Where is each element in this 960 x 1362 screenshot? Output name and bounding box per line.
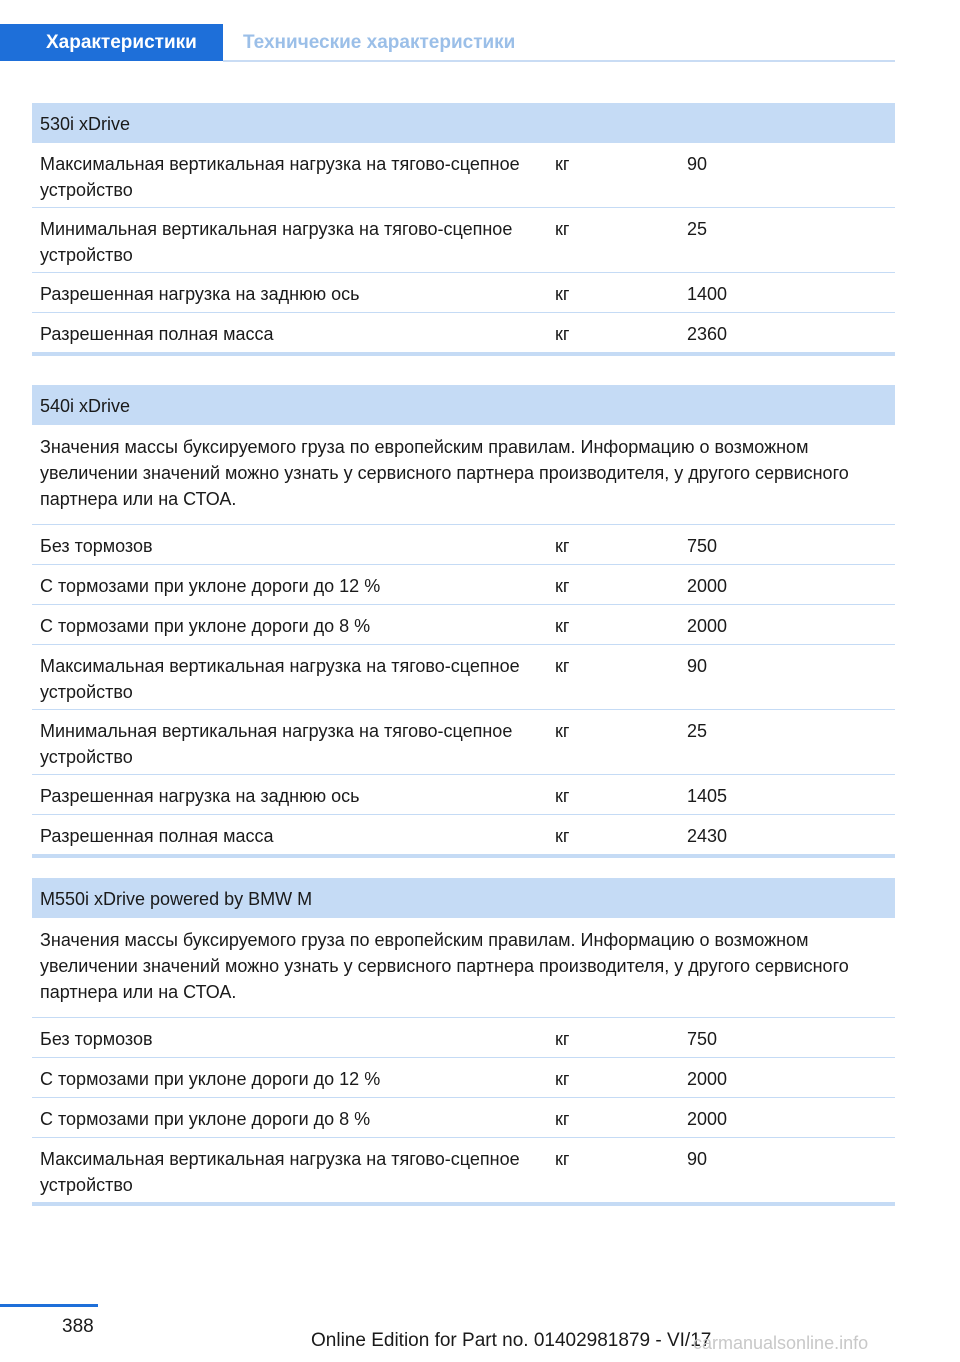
row-unit: кг [555, 154, 570, 174]
spec-table-540i [32, 385, 895, 858]
row-value: 750 [687, 1029, 718, 1049]
table-row [32, 815, 895, 855]
row-label: С тормозами при уклоне дороги до 8 % [40, 616, 371, 636]
row-value: 90 [687, 154, 708, 174]
row-label: Максимальная вертикальная нагрузка на тягово-сцепное устройство [40, 154, 520, 200]
page-header [0, 24, 895, 62]
model-heading: M550i xDrive powered by BMW M [32, 878, 895, 918]
row-unit: кг [555, 284, 570, 304]
page-number: 388 [62, 1316, 94, 1337]
table-row [32, 313, 895, 353]
table-row [32, 143, 895, 208]
row-label: Без тормозов [40, 1029, 153, 1049]
row-label: Без тормозов [40, 536, 153, 556]
table-row [32, 605, 895, 645]
row-value: 750 [687, 536, 718, 556]
row-label: Максимальная вертикальная нагрузка на тягово-сцепное устройство [40, 1149, 520, 1195]
row-unit: кг [555, 536, 570, 556]
table-row [32, 1098, 895, 1138]
spec-table-m550i [32, 878, 895, 1206]
watermark: carmanualsonline.info [693, 1333, 869, 1353]
row-label: С тормозами при уклоне дороги до 8 % [40, 1109, 371, 1129]
table-row [32, 1058, 895, 1098]
table-row [32, 208, 895, 273]
row-unit: кг [555, 786, 570, 806]
row-unit: кг [555, 826, 570, 846]
table-note: Значения массы буксируемого груза по европейским правилам. Информацию о возможном увеличении значений можно узнать у сервисного партнера производителя, у другого сервисного партнера или на СТОА. [32, 425, 895, 525]
row-label: Максимальная вертикальная нагрузка на тягово-сцепное устройство [40, 656, 520, 702]
table-note: Значения массы буксируемого груза по европейским правилам. Информацию о возможном увеличении значений можно узнать у сервисного партнера производителя, у другого сервисного партнера или на СТОА. [32, 918, 895, 1018]
row-label: Разрешенная полная масса [40, 826, 274, 846]
row-value: 25 [687, 721, 708, 741]
row-value: 90 [687, 1149, 708, 1169]
spec-table-530i [32, 103, 895, 356]
row-label: Минимальная вертикальная нагрузка на тягово-сцепное устройство [40, 721, 513, 767]
row-unit: кг [555, 656, 570, 676]
table-row [32, 565, 895, 605]
row-value: 2000 [687, 1109, 728, 1129]
section-tab: Характеристики [0, 24, 223, 61]
table-row [32, 1018, 895, 1058]
row-unit: кг [555, 576, 570, 596]
model-heading: 530i xDrive [32, 103, 895, 143]
row-value: 90 [687, 656, 708, 676]
row-label: С тормозами при уклоне дороги до 12 % [40, 1069, 381, 1089]
edition-note: Online Edition for Part no. 01402981879 - VI/17 [311, 1330, 712, 1351]
row-label: Разрешенная нагрузка на заднюю ось [40, 284, 360, 304]
table-row [32, 645, 895, 710]
row-value: 1405 [687, 786, 728, 806]
table-row [32, 273, 895, 313]
row-value: 2000 [687, 616, 728, 636]
row-value: 2000 [687, 576, 728, 596]
table-row [32, 525, 895, 565]
page-number-rule [0, 1304, 98, 1307]
header-divider [223, 60, 895, 62]
row-unit: кг [555, 1149, 570, 1169]
table-row [32, 1138, 895, 1203]
table-row [32, 775, 895, 815]
model-heading: 540i xDrive [32, 385, 895, 425]
row-label: Минимальная вертикальная нагрузка на тягово-сцепное устройство [40, 219, 513, 265]
row-value: 2000 [687, 1069, 728, 1089]
table-row [32, 710, 895, 775]
row-label: Разрешенная нагрузка на заднюю ось [40, 786, 360, 806]
row-value: 2430 [687, 826, 728, 846]
row-label: С тормозами при уклоне дороги до 12 % [40, 576, 381, 596]
row-label: Разрешенная полная масса [40, 324, 274, 344]
row-value: 2360 [687, 324, 728, 344]
row-unit: кг [555, 1029, 570, 1049]
row-unit: кг [555, 616, 570, 636]
subsection-title: Технические характеристики [243, 32, 516, 53]
row-unit: кг [555, 1109, 570, 1129]
row-value: 25 [687, 219, 708, 239]
row-value: 1400 [687, 284, 728, 304]
row-unit: кг [555, 721, 570, 741]
row-unit: кг [555, 219, 570, 239]
row-unit: кг [555, 1069, 570, 1089]
row-unit: кг [555, 324, 570, 344]
